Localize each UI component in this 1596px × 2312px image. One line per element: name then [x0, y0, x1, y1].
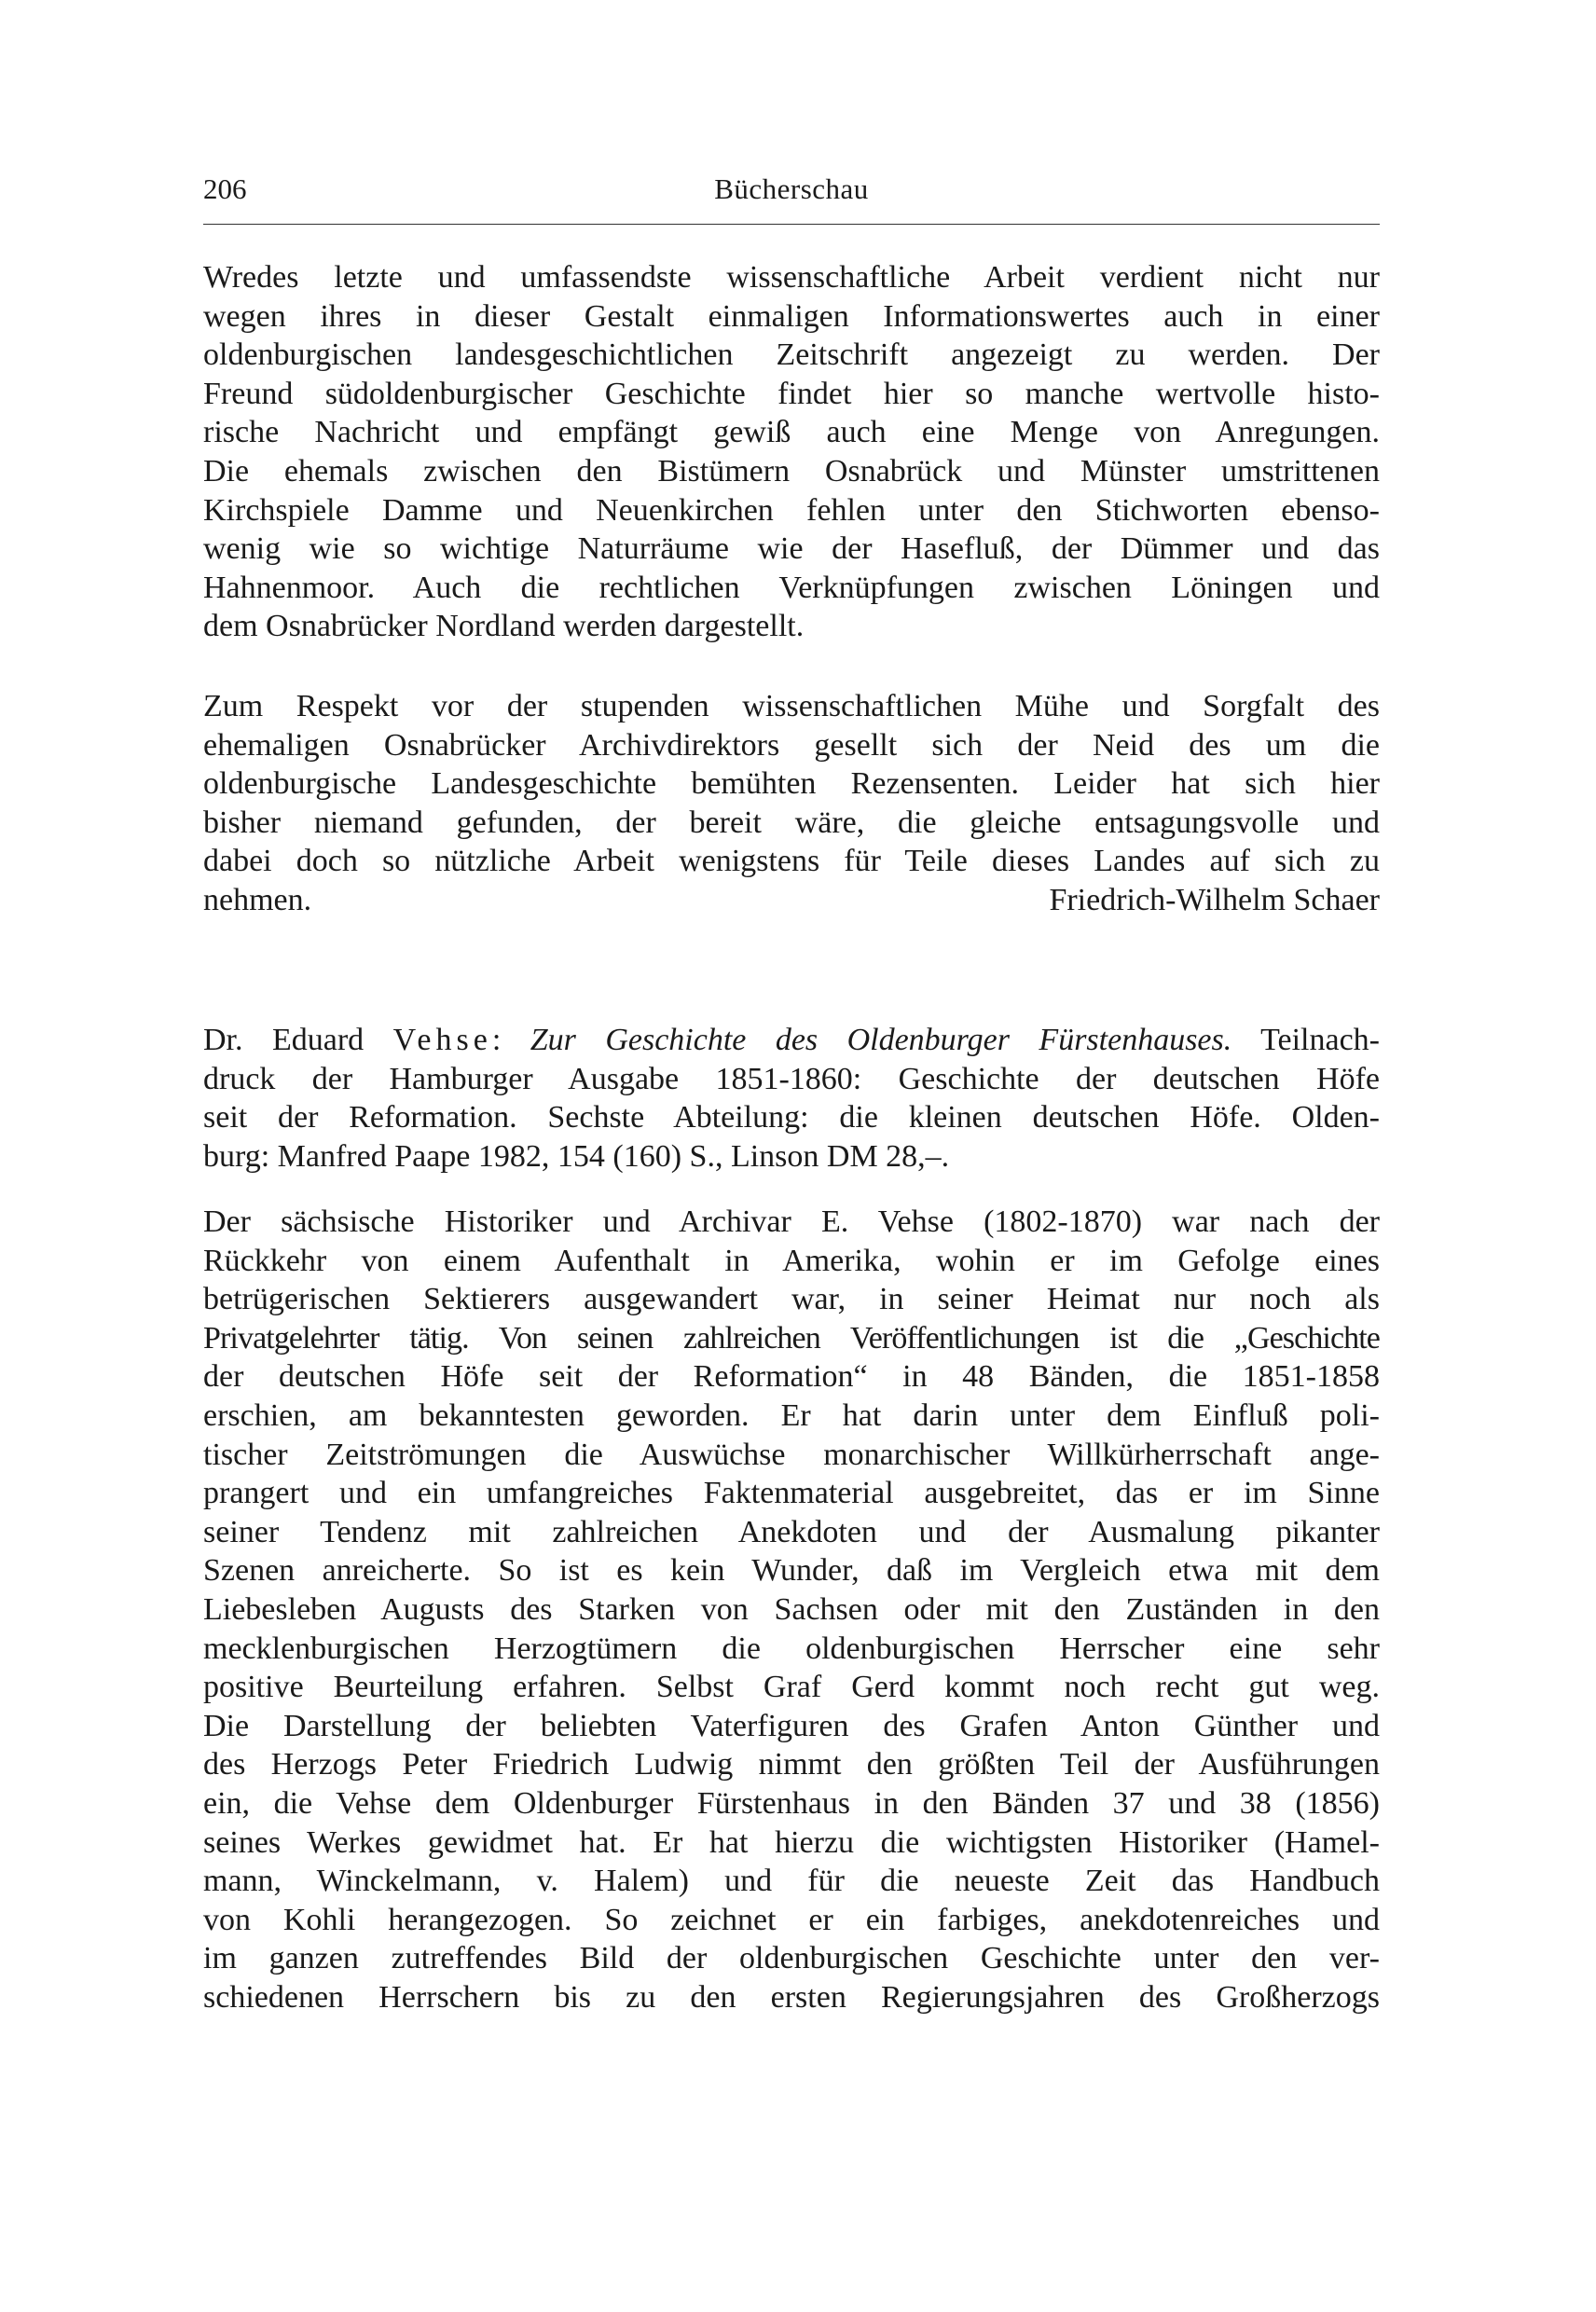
review1-paragraph-1: [203, 258, 1380, 646]
citation-line: [203, 1021, 1380, 1060]
reviewer-signature: Friedrich-Wilhelm Schaer: [1049, 882, 1380, 917]
text-line: betrügerischen Sektierers ausgewandert war, in seiner Heimat nur noch als: [203, 1282, 1380, 1317]
text-line: seines Werkes gewidmet hat. Er hat hierzu die wichtigsten Historiker (Hamel-: [203, 1824, 1380, 1860]
text-line: Hahnenmoor. Auch die rechtlichen Verknüpfungen zwischen Löningen und: [203, 570, 1380, 605]
text-line: Freund südoldenburgischer Geschichte findet hier so manche wertvolle histo-: [203, 376, 1380, 411]
text-line: des Herzogs Peter Friedrich Ludwig nimmt den größten Teil der Ausführungen: [203, 1747, 1380, 1782]
citation-line: seit der Reformation. Sechste Abteilung: die kleinen deutschen Höfe. Olden-: [203, 1100, 1380, 1135]
text-line: prangert und ein umfangreiches Faktenmaterial ausgebreitet, das er im Sinne: [203, 1476, 1380, 1511]
book-title: Zur Geschichte des Oldenburger Fürstenhauses.: [530, 1023, 1232, 1057]
text-line: erschien, am bekanntesten geworden. Er hat darin unter dem Einfluß poli-: [203, 1397, 1380, 1433]
section-title: Bücherschau: [714, 172, 869, 205]
colon: :: [491, 1023, 530, 1057]
text-line: von Kohli herangezogen. So zeichnet er ein farbiges, anekdotenreiches und: [203, 1902, 1380, 1937]
text-line: ein, die Vehse dem Oldenburger Fürstenhaus in den Bänden 37 und 38 (1856): [203, 1785, 1380, 1821]
review1-paragraph-2: [203, 687, 1380, 920]
text-line: der deutschen Höfe seit der Reformation“ in 48 Bänden, die 1851-1858: [203, 1359, 1380, 1395]
text-line: Wredes letzte und umfassendste wissenschaftliche Arbeit verdient nicht nur: [203, 260, 1380, 295]
text-line: wenig wie so wichtige Naturräume wie der Hasefluß, der Dümmer und das: [203, 531, 1380, 567]
citation-line: druck der Hamburger Ausgabe 1851-1860: Geschichte der deutschen Höfe: [203, 1061, 1380, 1096]
text-line: Szenen anreicherte. So ist es kein Wunder, daß im Vergleich etwa mit dem: [203, 1553, 1380, 1589]
text-line: rische Nachricht und empfängt gewiß auch eine Menge von Anregungen.: [203, 415, 1380, 450]
author-surname: Vehse: [392, 1023, 492, 1057]
text-line: Die Darstellung der beliebten Vaterfiguren des Grafen Anton Günther und: [203, 1708, 1380, 1743]
text-line: oldenburgischen landesgeschichtlichen Zeitschrift angezeigt zu werden. Der: [203, 337, 1380, 373]
text-line: Liebesleben Augusts des Starken von Sachsen oder mit den Zuständen in den: [203, 1591, 1380, 1627]
text-line: schiedenen Herrschern bis zu den ersten Regierungsjahren des Großherzogs: [203, 1979, 1380, 2015]
text-line: oldenburgische Landesgeschichte bemühten Rezensenten. Leider hat sich hier: [203, 766, 1380, 802]
text-line: mecklenburgischen Herzogtümern die oldenburgischen Herrscher eine sehr: [203, 1631, 1380, 1666]
text-line: dem Osnabrücker Nordland werden dargestellt.: [203, 609, 805, 644]
text-line: Rückkehr von einem Aufenthalt in Amerika, wohin er im Gefolge eines: [203, 1243, 1380, 1278]
page-number: 206: [203, 172, 247, 205]
text-line: dabei doch so nützliche Arbeit wenigstens für Teile dieses Landes auf sich zu: [203, 844, 1380, 879]
text-line: Kirchspiele Damme und Neuenkirchen fehlen unter den Stichworten ebenso-: [203, 492, 1380, 528]
review2-body: [203, 1203, 1380, 2016]
text-line: ehemaligen Osnabrücker Archivdirektors gesellt sich der Neid des um die: [203, 727, 1380, 763]
text-line: seiner Tendenz mit zahlreichen Anekdoten und der Ausmalung pikanter: [203, 1514, 1380, 1549]
text-line: im ganzen zutreffendes Bild der oldenburgischen Geschichte unter den ver-: [203, 1941, 1380, 1976]
text-line: Der sächsische Historiker und Archivar E. Vehse (1802-1870) war nach der: [203, 1204, 1380, 1239]
text-fragment: nehmen.: [203, 882, 312, 917]
text-line: Zum Respekt vor der stupenden wissenschaftlichen Mühe und Sorgfalt des: [203, 689, 1380, 723]
text-line: positive Beurteilung erfahren. Selbst Graf Gerd kommt noch recht gut weg.: [203, 1670, 1380, 1705]
text-line: tischer Zeitströmungen die Auswüchse monarchischer Willkürherrschaft ange-: [203, 1437, 1380, 1472]
review2-citation: [203, 1021, 1380, 1176]
text-line: Die ehemals zwischen den Bistümern Osnabrück und Münster umstrittenen: [203, 453, 1380, 489]
text-fragment: Teilnach-: [1231, 1023, 1380, 1057]
closing-line: [203, 881, 1380, 920]
text-line: bisher niemand gefunden, der bereit wäre, die gleiche entsagungsvolle und: [203, 805, 1380, 840]
text-line: mann, Winckelmann, v. Halem) und für die neueste Zeit das Handbuch: [203, 1864, 1380, 1899]
text-line: Privatgelehrter tätig. Von seinen zahlreichen Veröffentlichungen ist die „Geschichte: [203, 1320, 1380, 1356]
text-line: wegen ihres in dieser Gestalt einmaligen Informationswertes auch in einer: [203, 298, 1380, 334]
running-header: [203, 172, 1380, 221]
citation-line: burg: Manfred Paape 1982, 154 (160) S., Linson DM 28,–.: [203, 1138, 950, 1174]
author-prefix: Dr. Eduard: [203, 1023, 393, 1057]
header-rule: [203, 224, 1380, 225]
